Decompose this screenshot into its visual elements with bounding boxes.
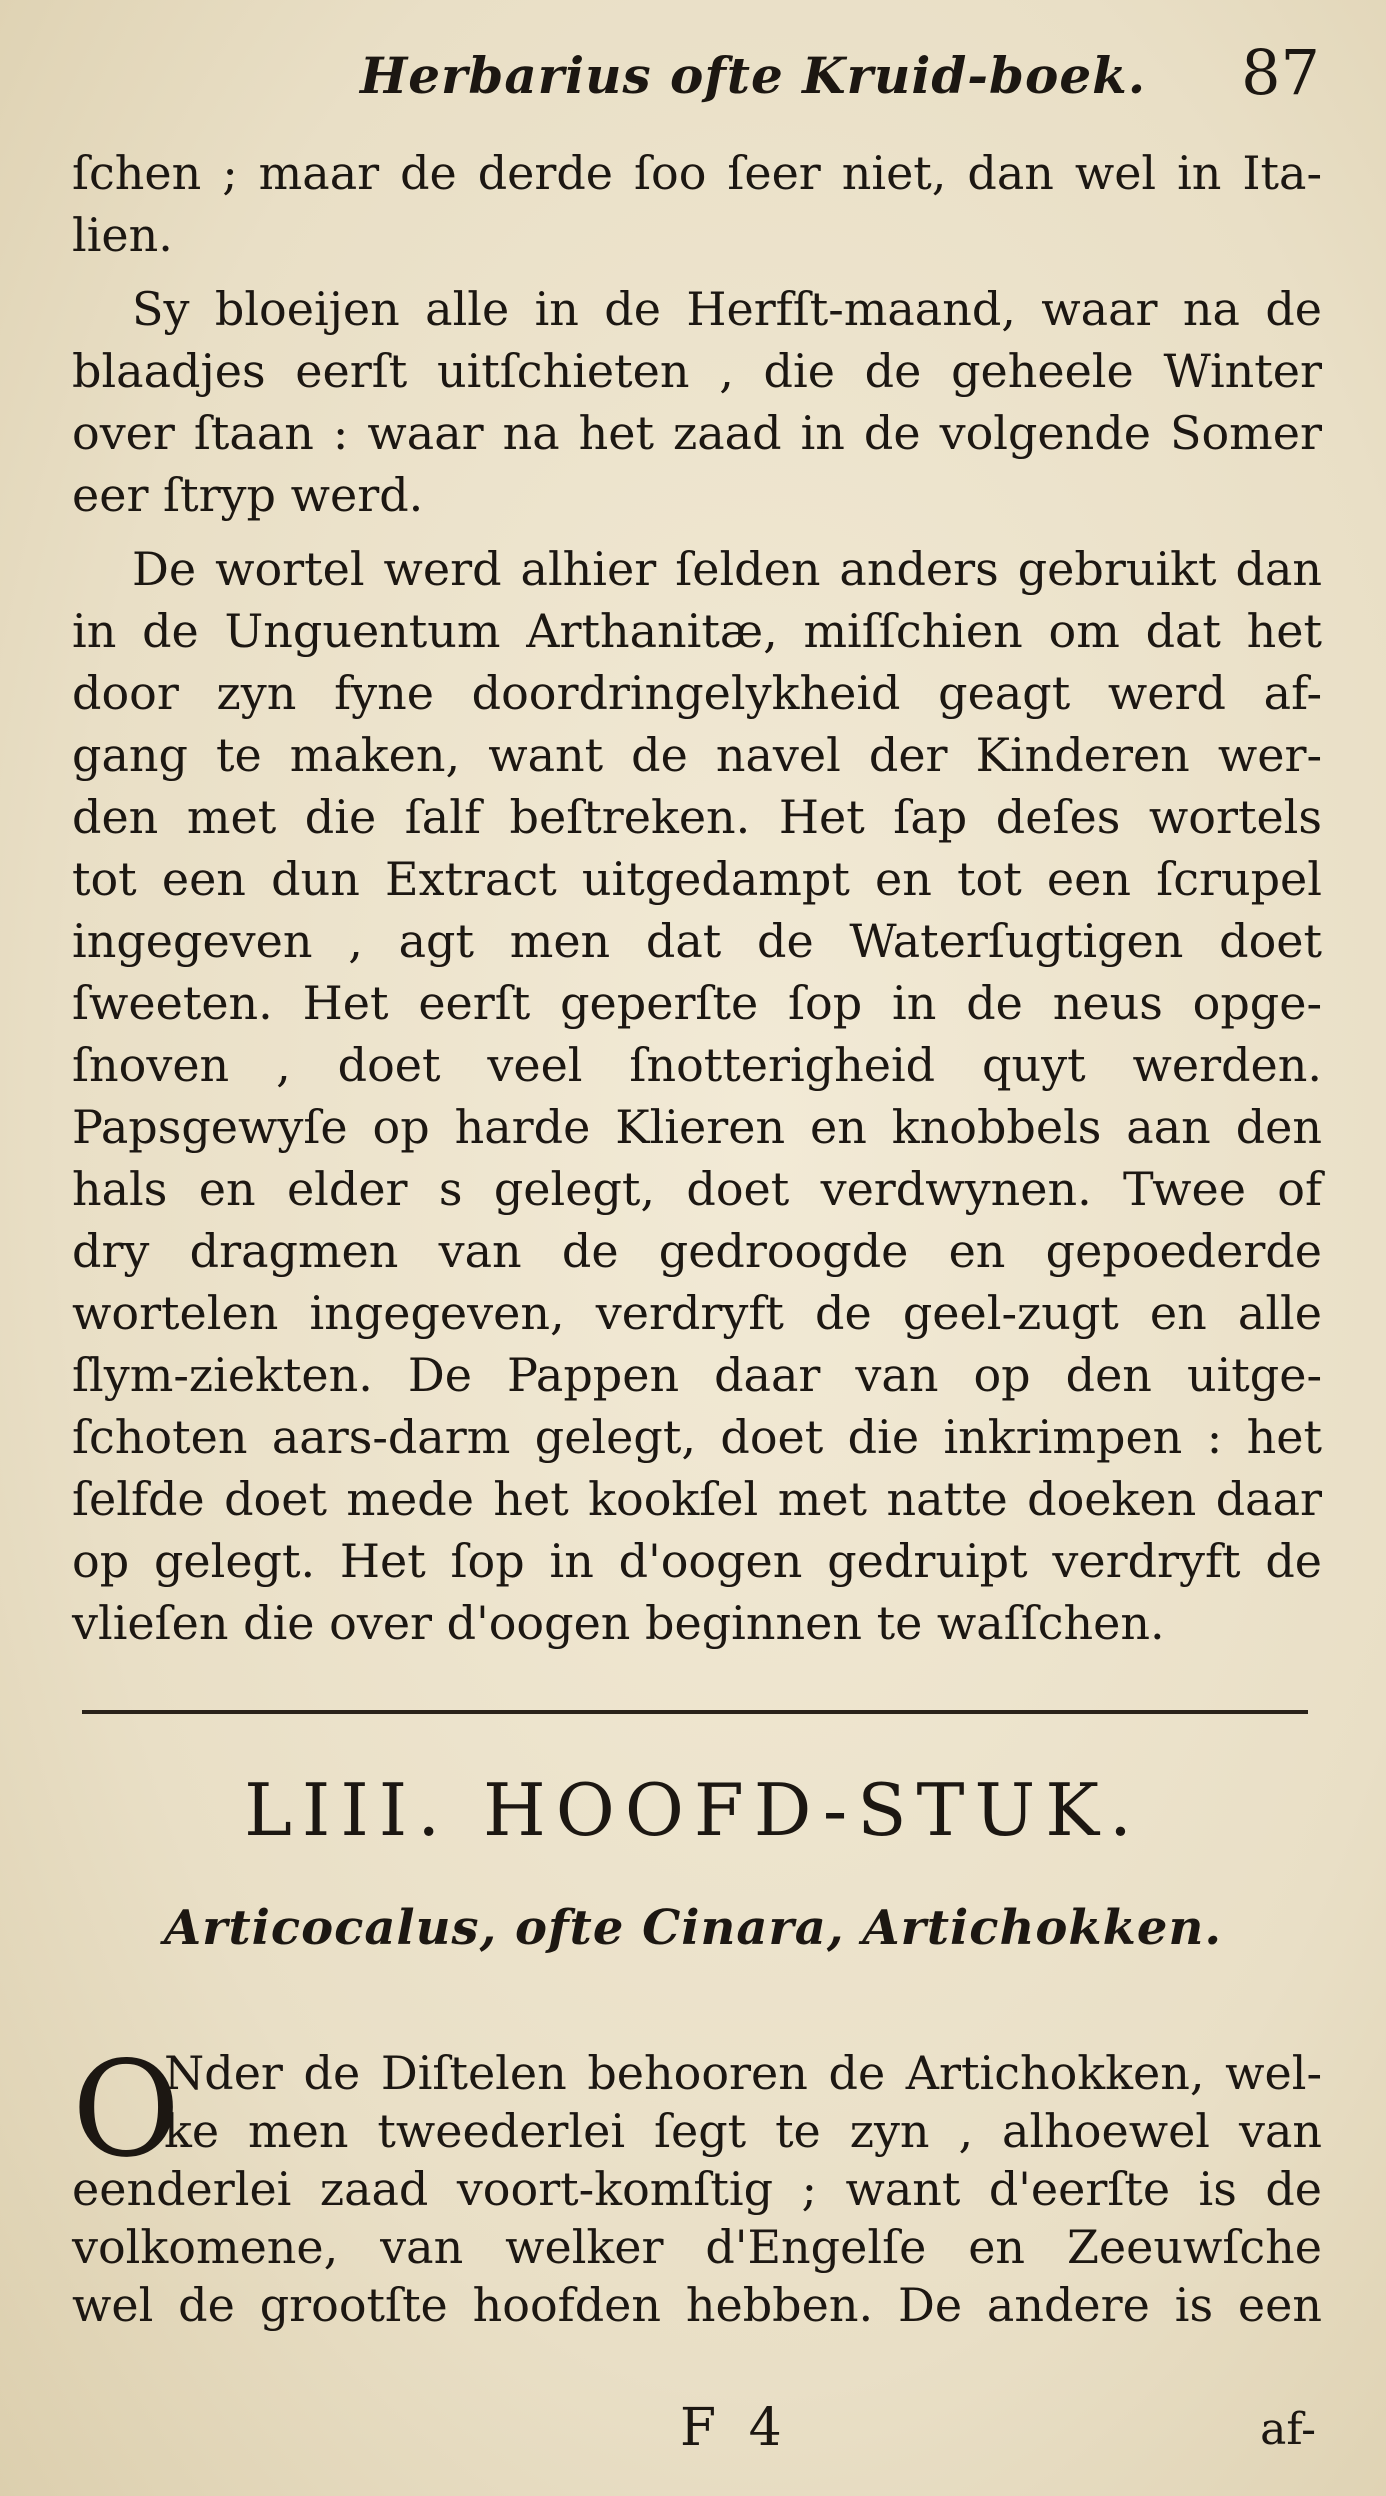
chapter-body xyxy=(72,2033,1322,2334)
chapter-title: LIII. HOOFD-STUK. xyxy=(244,1768,1142,1852)
text-line: hals en elder s gelegt, doet verdwynen. Twee of xyxy=(72,1162,1322,1216)
text-line: Papsgewyſe op harde Klieren en knobbels aan den xyxy=(72,1100,1322,1154)
text-line: ſweeten. Het eerſt geperſte ſop in de neus opge- xyxy=(72,976,1322,1030)
signature-mark: F 4 xyxy=(680,2398,790,2458)
text-line: ſchoten aars-darm gelegt, doet die inkrimpen : het xyxy=(72,1410,1322,1464)
text-line: door zyn fyne doordringelykheid geagt werd af- xyxy=(72,666,1322,720)
chapter-subtitle: Articocalus, ofte Cinara, Artichokken. xyxy=(163,1900,1223,1956)
text-line: ſlym-ziekten. De Pappen daar van op den uitge- xyxy=(72,1348,1322,1402)
text-line: volkomene, van welker d'Engelſe en Zeeuwſche xyxy=(72,2220,1322,2274)
text-line: lien. xyxy=(72,208,173,262)
text-line: ſnoven , doet veel ſnotterigheid quyt werden. xyxy=(72,1038,1322,1092)
text-line: over ſtaan : waar na het zaad in de volgende Somer xyxy=(72,406,1322,460)
page-number: 87 xyxy=(1241,36,1320,109)
text-line: in de Unguentum Arthanitæ, miſſchien om dat het xyxy=(72,604,1322,658)
drop-cap: O xyxy=(72,2033,181,2187)
text-line: eenderlei zaad voort-komſtig ; want d'eerſte is de xyxy=(72,2162,1322,2216)
text-line: wel de grootſte hoofden hebben. De andere is een xyxy=(72,2278,1322,2332)
text-line: dry dragmen van de gedroogde en gepoederde xyxy=(72,1224,1322,1278)
text-line: ſchen ; maar de derde ſoo ſeer niet, dan wel in Ita- xyxy=(72,146,1322,200)
text-line: op gelegt. Het ſop in d'oogen gedruipt verdryft de xyxy=(72,1534,1322,1588)
text-line: gang te maken, want de navel der Kinderen wer- xyxy=(72,728,1322,782)
text-line: blaadjes eerſt uitſchieten , die de geheele Winter xyxy=(72,344,1322,398)
running-title: Herbarius ofte Kruid-boek. xyxy=(360,46,1147,105)
page-footer xyxy=(0,2398,1386,2468)
catchword: af- xyxy=(1260,2404,1316,2455)
text-line: Sy bloeijen alle in de Herfſt-maand, waar na de xyxy=(132,282,1322,336)
text-line: ke men tweederlei ſegt te zyn , alhoewel van xyxy=(164,2104,1322,2158)
text-line: De wortel werd alhier ſelden anders gebruikt dan xyxy=(132,542,1322,596)
text-line: ſelfde doet mede het kookſel met natte doeken daar xyxy=(72,1472,1322,1526)
text-line: tot een dun Extract uitgedampt en tot een ſcrupel xyxy=(72,852,1322,906)
text-line: den met die ſalf beſtreken. Het ſap deſes wortels xyxy=(72,790,1322,844)
text-line: wortelen ingegeven, verdryft de geel-zugt en alle xyxy=(72,1286,1322,1340)
text-line: Nder de Diſtelen behooren de Artichokken, wel- xyxy=(164,2046,1322,2100)
text-line: vlieſen die over d'oogen beginnen te waſſchen. xyxy=(72,1596,1165,1650)
text-line: ingegeven , agt men dat de Waterſugtigen doet xyxy=(72,914,1322,968)
page-header xyxy=(360,28,1320,108)
text-line: eer ſtryp werd. xyxy=(72,468,424,522)
section-divider xyxy=(82,1710,1308,1714)
body-text xyxy=(72,142,1322,1654)
